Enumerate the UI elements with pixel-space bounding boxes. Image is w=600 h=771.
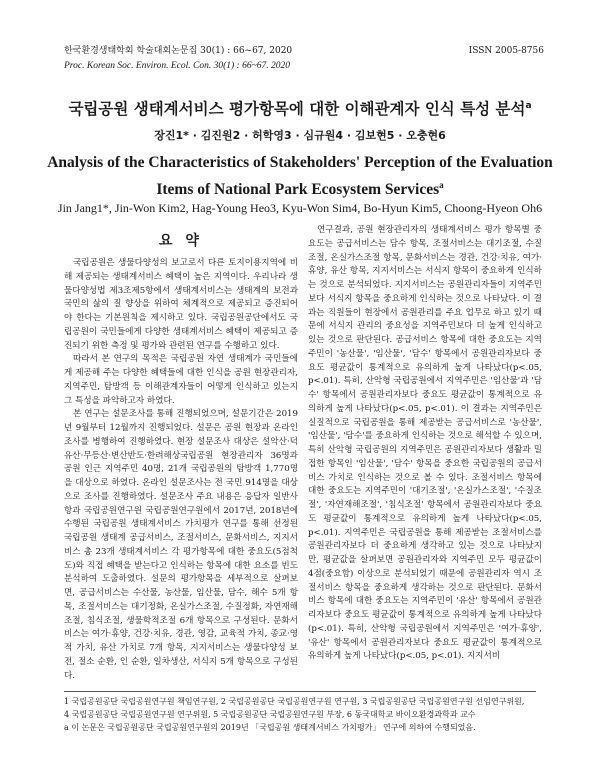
paragraph: 연구결과, 공원 현장관리자의 생태계서비스 평가 항목별 중요도는 공급서비스는 담수 항목, 조절서비스는 대기조절, 수질조절, 온실가스조절 항목, 문화서비스는 경관, 건강·치유, 여가·휴양, 유산 항목, 지지서비스는 서식지 항목이 중요하게 인식하는 것으로 분석되었다. 지지서비스는 공원관리자들이 지역주민보다 서식지 항목을 중요하게 인식하는 것으로 나타났다. 이 결과는 직원들이 현장에서 공원관리를 주요 업무로 하고 있기 때문에 서식지 관리의 중요성을 지역주민보다 더 높게 인식하고 있는 것으로 판단된다. 공급서비스 항목에 대한 중요도는 지역주민이 '농산물', '임산물', '담수' 항목에서 공원관리자보다 중요도 평균값이 통계적으로 유의하게 높게 나타났다(p<.05, p<.01). 특히, 산악형 국립공원에서 지역주민은 '임산물'과 '담수' 항목에서 공원관리자보다 중요도 평균값이 통계적으로 유의하게 높게 나타났다(p<.05, p<.01). 이 결과는 지역주민은 실질적으로 국립공원을 통해 제공받는 공급서비스로 '농산물', '임산물', '담수'를 중요하게 인식하는 것으로 해석할 수 있으며, 특히 산악형 국립공원의 지역주민은 공원관리자보다 생활과 밀접한 항목인 '임산물', '담수' 항목을 중요한 국립공원의 공급서비스 가치로 인식하는 것으로 볼 수 있다. 조절서비스 항목에 대한 중요도는 지역주민이 '대기조절', '온실가스조절', '수질조절', '자연재해조절', '침식조절' 항목에서 공원관리자보다 중요도 평균값이 통계적으로 유의하게 높게 나타났다(p<.05, p<.01). 지역주민은 국립공원을 통해 제공받는 조절서비스를 공원관리자보다 더 중요하게 생각하고 있는 것으로 나타났지만, 평균값을 살펴보면 공원관리자와 지역주민 모두 평균값이 4점(중요함) 이상으로 분석되었기 때문에 공원관리자 역시 조절서비스 항목을 중요하게 생각하는 것으로 판단된다. 문화서비스 항목에 대한 중요도는 지역주민이 '유산' 항목에서 공원관리자보다 중요도 평균값이 통계적으로 유의하게 높게 나타났다(p<.01). 특히, 산악형 국립공원에서 지역주민은 '여가·휴양', '유산' 항목에서 공원관리자보다 중요도 평균값이 통계적으로 유의하게 높게 나타났다(p<.05, p<.01). 지지서비 [308,225,542,662]
right-column [308,224,542,664]
authors-korean: 장진1* · 김진원2 · 허학영3 · 심규원4 · 김보현5 · 오충현6 [154,129,446,142]
left-column [64,257,298,683]
footnote-line: 4 국립공원공단 국립공원연구원 연구위원, 5 국립공원공단 국립공원연구원 부장, 6 동국대학교 바이오환경과학과 교수 [64,710,476,719]
paragraph: 따라서 본 연구의 목적은 국립공원 자연 생태계가 국민들에게 제공해 주는 다양한 혜택들에 대한 인식을 공원 현장관리자, 지역주민, 탐방객 등 이해관계자들이 어떻게 인식하고 있는지 그 특성을 파악하고자 하였다. [64,354,298,406]
title-korean: 국립공원 생태계서비스 평가항목에 대한 이해관계자 인식 특성 분석$^a$ [68,100,532,118]
footnote-line: a 이 논문은 국립공원공단 국립공원연구원의 2019년 「국립공원 생태계서비스 가치평가」 연구에 의하여 수행되었음. [64,723,476,732]
authors-english: Jin Jang1*, Jin-Won Kim2, Hag-Young Heo3, Kyu-Won Sim4, Bo-Hyun Kim5, Choong-Hyeon Oh6 [57,201,543,215]
footnotes [64,695,540,734]
footnote-divider [64,691,536,692]
title-korean-mark: a [525,100,532,111]
paragraph: 본 연구는 설문조사를 통해 진행되었으며, 설문기간은 2019년 9월부터 12월까지 진행되었다. 설문은 공원 현장과 온라인 조사를 병행하여 진행하였다. 현장 설문조사 대상은 설악산·덕유산·무등산·변산반도·한려해상국립공원 현장관리자 36명과 공원 인근 지역주민 40명, 21개 국립공원의 탐방객 1,770명을 대상으로 하였다. 온라인 설문조사는 전 국민 914명을 대상으로 조사를 진행하였다. 설문조사 주요 내용은 응답자 일반사항과 국립공원연구원 국립공원연구원에서 2017년, 2018년에 수행된 국립공원 생태계서비스 가치평가 연구를 통해 선정된 국립공원 생태계 공급서비스, 조절서비스, 문화서비스, 지지서비스 총 23개 생태계서비스 각 평가항목에 대한 중요도(5점척도)와 직접 혜택을 받는다고 인식하는 항목에 대한 요소를 빈도분석하여 도출하였다. 설문의 평가항목을 세부적으로 살펴보면, 공급서비스는 수산물, 농산물, 임산물, 담수, 해수 5개 항목, 조절서비스는 대기정화, 온실가스조절, 수질정화, 자연재해조절, 침식조절, 생물학적조절 6개 항목으로 구성된다. 문화서비스는 여가·휴양, 건강·치유, 경관, 영감, 교육적 가치, 종교·영적 가치, 유산 가치로 7개 항목, 지지서비스는 생물다양성 보전, 절소 순환, 인 순환, 일차생산, 서식지 5개 항목으로 구성된다. [64,409,298,681]
journal-citation-kr: 한국환경생태학회 학술대회논문집 30(1) : 66~67, 2020 [64,46,293,56]
title-english-mark: a [439,180,444,190]
journal-citation-en: Proc. Korean Soc. Environ. Ecol. Con. 30(1) : 66~67. 2020 [64,61,290,71]
issn: ISSN 2005-8756 [468,46,544,56]
title-english: Analysis of the Characteristics of Stakeholders' Perception of the Evaluation Items of National Park Ecosystem Services$^a$ [47,154,553,199]
paragraph: 국립공원은 생물다양성의 보고로서 다른 토지이용지역에 비해 제공되는 생태계서비스 혜택이 높은 지역이다. 우리나라 생물다양성법 제3조제5항에서 생태계서비스는 생태계의 보전과 국민의 삶의 질 향상을 위하여 체계적으로 제공되고 증진되어야 한다는 기본원칙을 제시하고 있다. 국립공원공단에서도 국립공원이 국민들에게 다양한 생태계서비스 혜택이 제공되고 증진되기 위한 측정 및 평가와 관련된 연구를 수행하고 있다. [64,258,298,351]
footnote-line: 1 국립공원공단 국립공원연구원 책임연구원, 2 국립공원공단 국립공원연구원 연구원, 3 국립공원공단 국립공원연구원 선임연구위원, [64,697,525,706]
abstract-heading: 요 약 [159,233,203,249]
running-header [64,44,544,74]
